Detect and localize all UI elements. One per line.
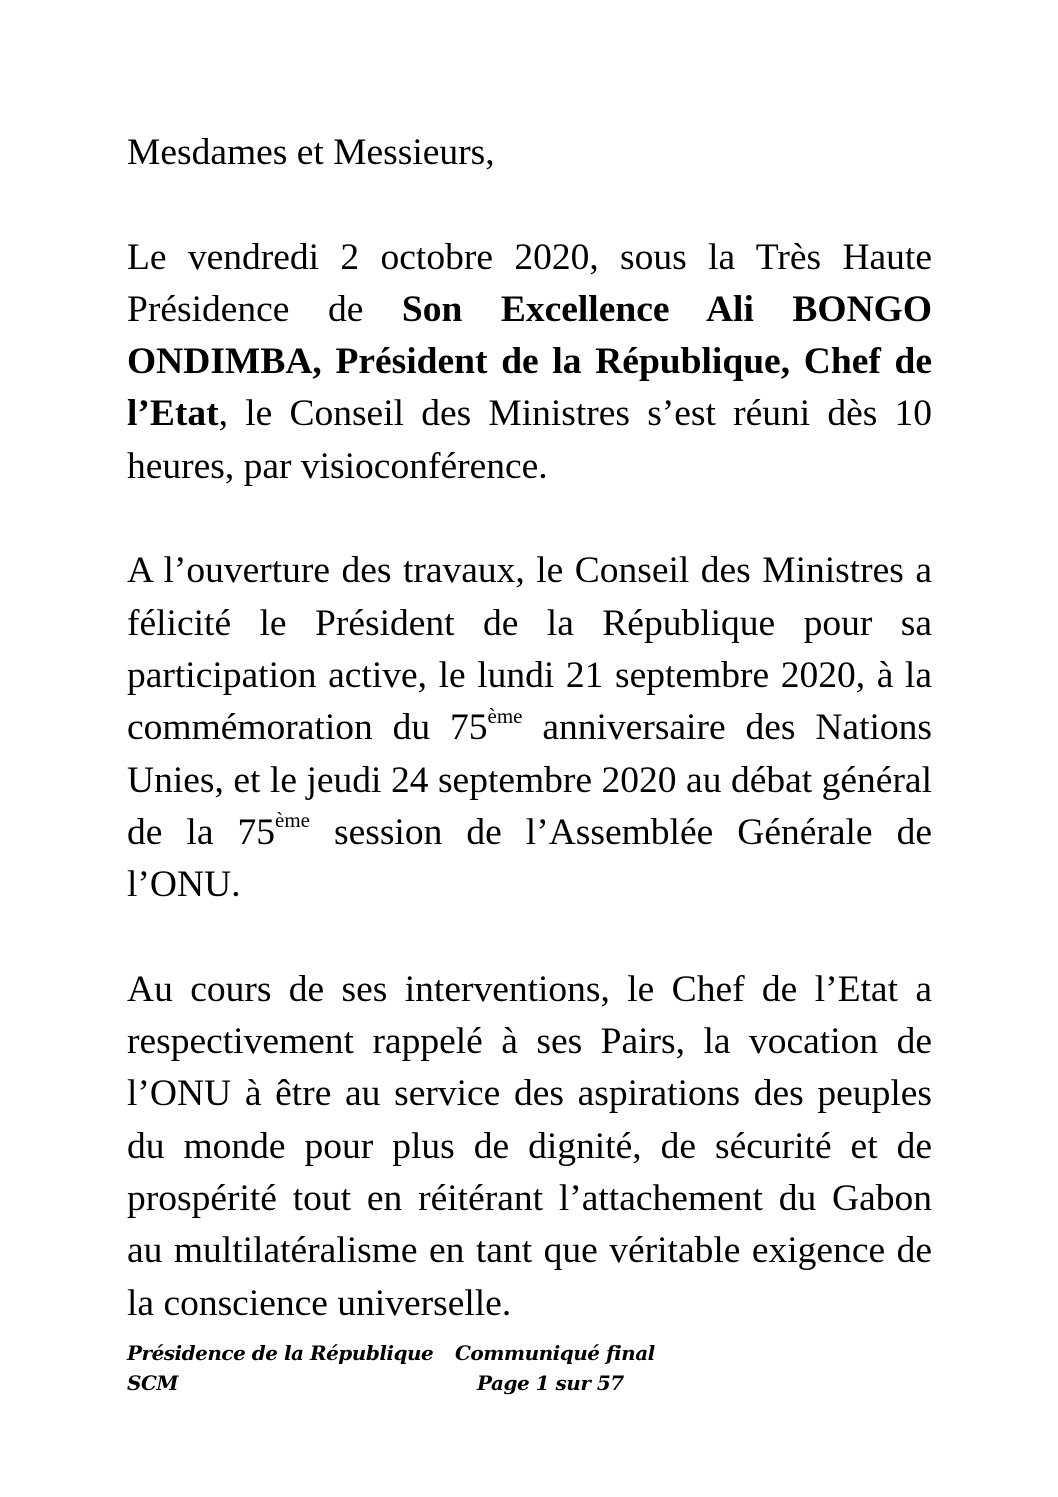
paragraph-2-text-b: anniversaire des Nations Unies, et le jeudi 24 septembre 2020 au débat général de la 75 xyxy=(127,707,932,853)
footer-right xyxy=(455,1338,655,1398)
paragraph-1-text-c: , le Conseil des Ministres s’est réuni dès 10 heures, par visioconférence. xyxy=(127,393,932,487)
footer-department: SCM xyxy=(127,1371,178,1395)
paragraph-1-bold-title: Son Excellence Ali BONGO ONDIMBA, Président de la République, Chef de l’Etat xyxy=(127,288,932,435)
paragraph-1 xyxy=(127,232,932,493)
paragraph-2-text-c: session de l’Assemblée Générale de l’ONU. xyxy=(127,811,932,906)
paragraph-2 xyxy=(127,545,932,911)
paragraph-3: Au cours de ses interventions, le Chef de l’Etat a respectivement rappelé à ses Pairs, la vocation de l’ONU à être au service des aspirations des peuples du monde pour plus de dignité, de sécurité et de prospérité tout en réitérant l’attachement du Gabon au multilatéralisme en tant que véritable exigence de la conscience universelle. xyxy=(127,968,932,1324)
footer-page-number: Page 1 sur 57 xyxy=(477,1371,624,1395)
footer-document-type: Communiqué final xyxy=(455,1341,655,1365)
paragraph-2-superscript-1: ème xyxy=(487,703,523,728)
paragraph-2-text-a: A l’ouverture des travaux, le Conseil des Ministres a félicité le Président de la République pour sa participation active, le lundi 21 septembre 2020, à la commémoration du 75 xyxy=(127,550,932,749)
footer-left xyxy=(127,1338,433,1398)
footer-issuer: Présidence de la République xyxy=(127,1341,434,1365)
document-body xyxy=(127,127,932,1382)
paragraph-2-superscript-2: ème xyxy=(275,808,310,833)
paragraph-1-text-a: Le vendredi 2 octobre 2020, sous la Très Haute Présidence de xyxy=(127,236,932,330)
salutation: Mesdames et Messieurs, xyxy=(127,132,495,173)
